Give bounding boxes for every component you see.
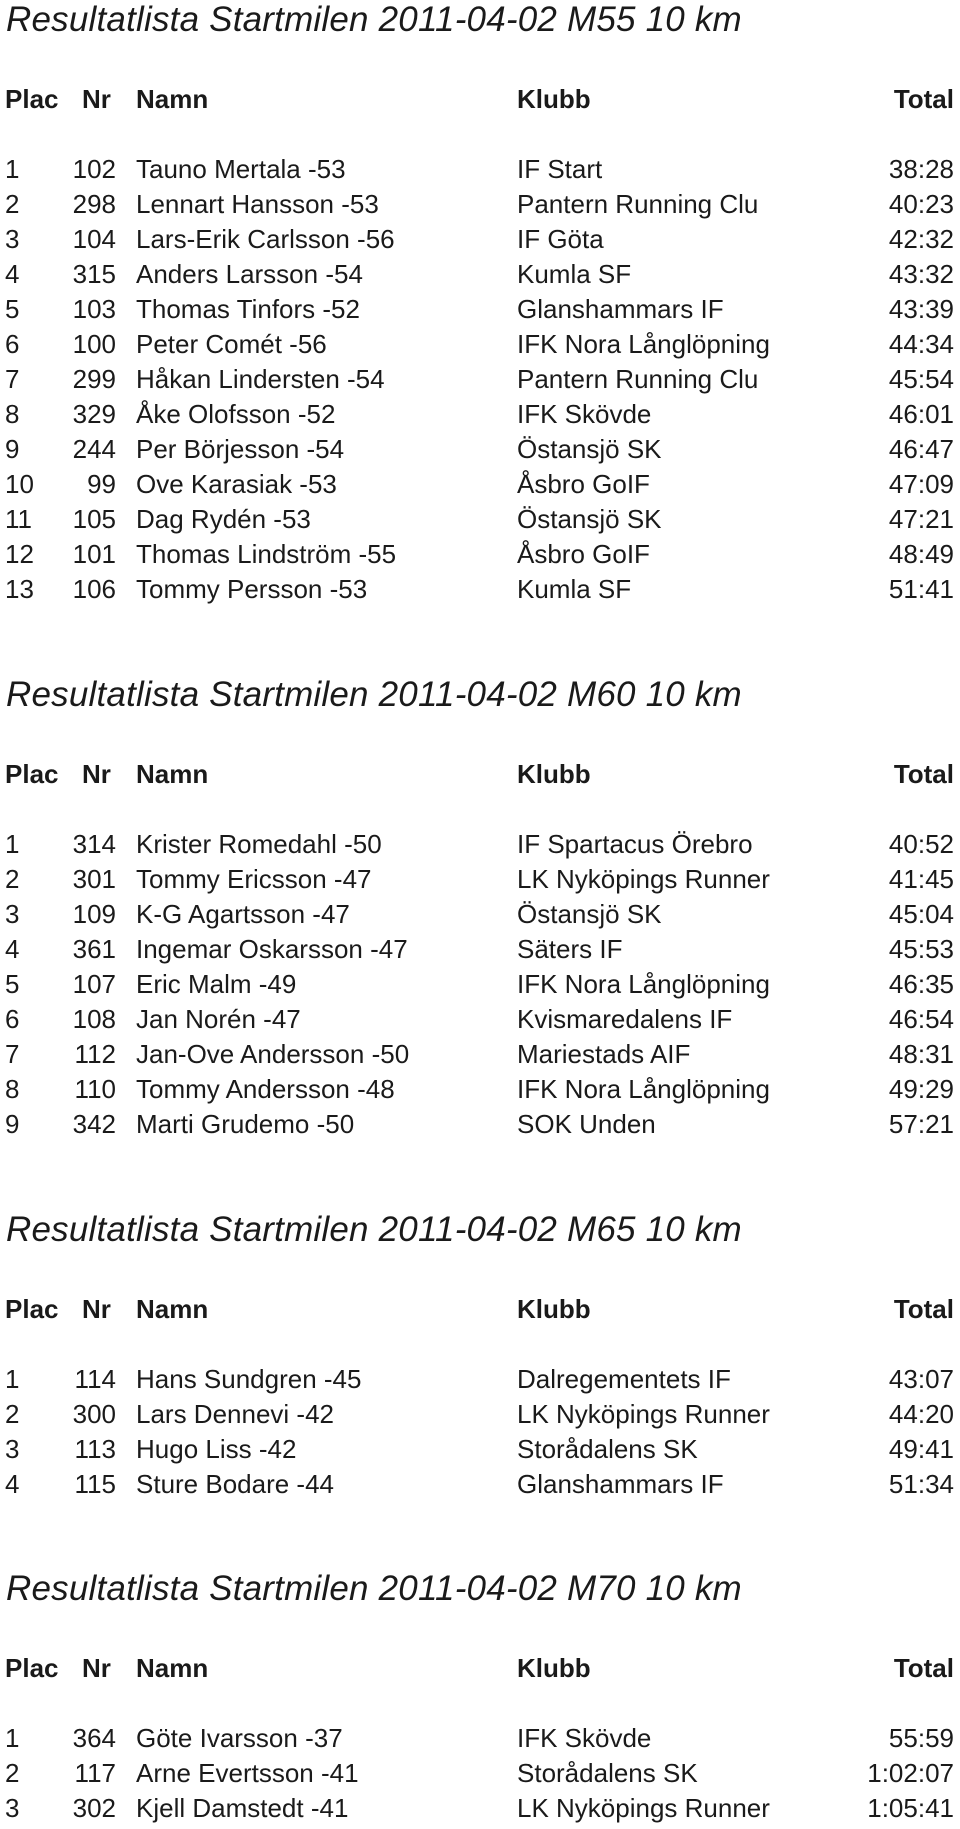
result-plac: 2 (5, 189, 20, 219)
result-row (0, 327, 960, 362)
result-nr: 342 (72, 1109, 116, 1139)
result-total: 51:41 (888, 574, 954, 604)
header-klubb: Klubb (517, 84, 591, 114)
result-total: 47:21 (888, 504, 954, 534)
result-namn: Tommy Persson -53 (136, 574, 368, 604)
result-klubb: Glanshammars IF (517, 294, 724, 324)
result-nr: 99 (87, 469, 116, 499)
result-total: 46:01 (888, 399, 954, 429)
section-title: Resultatlista Startmilen 2011-04-02 M60 10 km (6, 675, 742, 714)
result-nr: 115 (74, 1469, 116, 1499)
result-plac: 6 (5, 329, 20, 359)
result-nr: 298 (72, 189, 116, 219)
result-klubb: Kvismaredalens IF (517, 1004, 733, 1034)
result-namn: Marti Grudemo -50 (136, 1109, 355, 1139)
result-namn: Tommy Ericsson -47 (136, 864, 372, 894)
header-plac: Plac (5, 1653, 59, 1683)
result-total: 41:45 (888, 864, 954, 894)
result-nr: 315 (72, 259, 116, 289)
header-plac: Plac (5, 84, 59, 114)
result-plac: 2 (5, 864, 20, 894)
result-row (0, 292, 960, 327)
result-row (0, 502, 960, 537)
result-namn: Sture Bodare -44 (136, 1469, 335, 1499)
result-namn: K-G Agartsson -47 (136, 899, 350, 929)
result-row (0, 1362, 960, 1397)
result-nr: 114 (74, 1364, 116, 1394)
result-plac: 9 (5, 1109, 20, 1139)
result-nr: 101 (72, 539, 116, 569)
result-row (0, 1721, 960, 1756)
result-klubb: LK Nyköpings Runner (517, 1399, 770, 1429)
result-namn: Håkan Lindersten -54 (136, 364, 385, 394)
column-header-row (0, 1651, 960, 1686)
result-klubb: Dalregementets IF (517, 1364, 731, 1394)
result-plac: 5 (5, 969, 20, 999)
result-namn: Arne Evertsson -41 (136, 1758, 359, 1788)
result-nr: 102 (72, 154, 116, 184)
result-nr: 112 (74, 1039, 116, 1069)
result-row (0, 1002, 960, 1037)
result-namn: Krister Romedahl -50 (136, 829, 382, 859)
result-total: 57:21 (888, 1109, 954, 1139)
result-total: 46:54 (888, 1004, 954, 1034)
result-total: 48:49 (888, 539, 954, 569)
result-plac: 13 (5, 574, 34, 604)
result-row (0, 1756, 960, 1791)
result-nr: 244 (72, 434, 116, 464)
result-plac: 9 (5, 434, 20, 464)
result-plac: 7 (5, 1039, 20, 1069)
section-title: Resultatlista Startmilen 2011-04-02 M70 10 km (6, 1569, 742, 1608)
result-nr: 314 (72, 829, 116, 859)
result-row (0, 897, 960, 932)
header-nr: Nr (82, 1294, 111, 1324)
header-total: Total (893, 1294, 954, 1324)
result-klubb: Östansjö SK (517, 434, 662, 464)
result-total: 45:54 (888, 364, 954, 394)
result-klubb: Storådalens SK (517, 1758, 698, 1788)
result-nr: 103 (72, 294, 116, 324)
result-nr: 105 (72, 504, 116, 534)
result-total: 44:20 (888, 1399, 954, 1429)
result-nr: 299 (72, 364, 116, 394)
result-klubb: Östansjö SK (517, 899, 662, 929)
result-namn: Thomas Tinfors -52 (136, 294, 360, 324)
section-title: Resultatlista Startmilen 2011-04-02 M55 10 km (6, 0, 742, 39)
column-header-row (0, 757, 960, 792)
result-klubb: IF Spartacus Örebro (517, 829, 753, 859)
result-row (0, 222, 960, 257)
result-row (0, 1467, 960, 1502)
result-total: 40:23 (888, 189, 954, 219)
result-klubb: Östansjö SK (517, 504, 662, 534)
header-plac: Plac (5, 1294, 59, 1324)
result-total: 49:29 (888, 1074, 954, 1104)
result-nr: 364 (72, 1723, 116, 1753)
result-row (0, 467, 960, 502)
result-plac: 4 (5, 1469, 20, 1499)
header-namn: Namn (136, 1653, 209, 1683)
result-plac: 12 (5, 539, 34, 569)
header-namn: Namn (136, 84, 209, 114)
result-plac: 1 (5, 1723, 20, 1753)
header-nr: Nr (82, 1653, 111, 1683)
result-nr: 106 (72, 574, 116, 604)
result-nr: 109 (72, 899, 116, 929)
result-klubb: Glanshammars IF (517, 1469, 724, 1499)
header-klubb: Klubb (517, 759, 591, 789)
result-row (0, 537, 960, 572)
result-total: 43:39 (888, 294, 954, 324)
result-plac: 8 (5, 399, 20, 429)
result-plac: 6 (5, 1004, 20, 1034)
result-plac: 1 (5, 829, 20, 859)
result-klubb: IF Start (517, 154, 603, 184)
result-plac: 3 (5, 224, 20, 254)
result-total: 38:28 (888, 154, 954, 184)
result-nr: 108 (72, 1004, 116, 1034)
result-plac: 2 (5, 1399, 20, 1429)
result-total: 42:32 (888, 224, 954, 254)
header-total: Total (893, 1653, 954, 1683)
result-namn: Kjell Damstedt -41 (136, 1793, 349, 1823)
result-nr: 100 (72, 329, 116, 359)
result-total: 47:09 (888, 469, 954, 499)
result-plac: 7 (5, 364, 20, 394)
result-total: 1:05:41 (867, 1793, 954, 1823)
result-row (0, 362, 960, 397)
header-klubb: Klubb (517, 1294, 591, 1324)
result-row (0, 1791, 960, 1826)
result-klubb: IFK Nora Långlöpning (517, 1074, 770, 1104)
header-nr: Nr (82, 84, 111, 114)
result-namn: Anders Larsson -54 (136, 259, 363, 289)
result-klubb: LK Nyköpings Runner (517, 864, 770, 894)
result-namn: Hugo Liss -42 (136, 1434, 297, 1464)
result-klubb: Storådalens SK (517, 1434, 698, 1464)
result-klubb: Säters IF (517, 934, 623, 964)
result-nr: 302 (72, 1793, 116, 1823)
result-row (0, 862, 960, 897)
result-total: 46:47 (888, 434, 954, 464)
result-namn: Hans Sundgren -45 (136, 1364, 362, 1394)
result-row (0, 1037, 960, 1072)
result-nr: 300 (72, 1399, 116, 1429)
result-total: 51:34 (888, 1469, 954, 1499)
result-plac: 1 (5, 154, 20, 184)
result-klubb: SOK Unden (517, 1109, 656, 1139)
result-plac: 3 (5, 1793, 20, 1823)
result-klubb: IFK Nora Långlöpning (517, 969, 770, 999)
result-namn: Peter Comét -56 (136, 329, 327, 359)
result-namn: Lennart Hansson -53 (136, 189, 379, 219)
result-plac: 5 (5, 294, 20, 324)
result-row (0, 1107, 960, 1142)
result-namn: Thomas Lindström -55 (136, 539, 397, 569)
result-row (0, 187, 960, 222)
result-total: 45:04 (888, 899, 954, 929)
result-klubb: IF Göta (517, 224, 604, 254)
result-namn: Jan-Ove Andersson -50 (136, 1039, 410, 1069)
result-row (0, 432, 960, 467)
header-namn: Namn (136, 759, 209, 789)
result-row (0, 1397, 960, 1432)
result-namn: Jan Norén -47 (136, 1004, 301, 1034)
result-row (0, 152, 960, 187)
result-total: 43:07 (888, 1364, 954, 1394)
result-total: 48:31 (888, 1039, 954, 1069)
section-title: Resultatlista Startmilen 2011-04-02 M65 10 km (6, 1210, 742, 1249)
result-namn: Tauno Mertala -53 (136, 154, 346, 184)
result-klubb: Mariestads AIF (517, 1039, 691, 1069)
result-row (0, 257, 960, 292)
column-header-row (0, 82, 960, 117)
result-plac: 4 (5, 934, 20, 964)
result-row (0, 1432, 960, 1467)
result-nr: 329 (72, 399, 116, 429)
result-klubb: IFK Nora Långlöpning (517, 329, 770, 359)
result-klubb: Pantern Running Clu (517, 189, 759, 219)
result-namn: Göte Ivarsson -37 (136, 1723, 343, 1753)
result-namn: Dag Rydén -53 (136, 504, 311, 534)
result-namn: Tommy Andersson -48 (136, 1074, 395, 1104)
result-klubb: Kumla SF (517, 259, 632, 289)
result-total: 1:02:07 (867, 1758, 954, 1788)
result-plac: 3 (5, 899, 20, 929)
result-row (0, 932, 960, 967)
result-namn: Lars Dennevi -42 (136, 1399, 334, 1429)
result-nr: 110 (74, 1074, 116, 1104)
result-nr: 107 (72, 969, 116, 999)
result-plac: 11 (5, 504, 32, 534)
column-header-row (0, 1292, 960, 1327)
result-namn: Eric Malm -49 (136, 969, 297, 999)
result-klubb: Åsbro GoIF (517, 469, 650, 499)
result-namn: Ingemar Oskarsson -47 (136, 934, 408, 964)
result-row (0, 397, 960, 432)
result-nr: 117 (74, 1758, 116, 1788)
header-namn: Namn (136, 1294, 209, 1324)
result-nr: 361 (72, 934, 116, 964)
header-klubb: Klubb (517, 1653, 591, 1683)
header-total: Total (893, 759, 954, 789)
result-row (0, 572, 960, 607)
header-total: Total (893, 84, 954, 114)
result-klubb: IFK Skövde (517, 399, 652, 429)
result-klubb: Pantern Running Clu (517, 364, 759, 394)
result-klubb: LK Nyköpings Runner (517, 1793, 770, 1823)
header-nr: Nr (82, 759, 111, 789)
result-klubb: Åsbro GoIF (517, 539, 650, 569)
result-nr: 113 (74, 1434, 116, 1464)
result-plac: 1 (5, 1364, 20, 1394)
result-namn: Ove Karasiak -53 (136, 469, 337, 499)
result-klubb: IFK Skövde (517, 1723, 652, 1753)
result-namn: Per Börjesson -54 (136, 434, 345, 464)
result-row (0, 1072, 960, 1107)
result-total: 44:34 (888, 329, 954, 359)
result-klubb: Kumla SF (517, 574, 632, 604)
result-total: 43:32 (888, 259, 954, 289)
result-row (0, 827, 960, 862)
result-plac: 10 (5, 469, 34, 499)
result-plac: 4 (5, 259, 20, 289)
result-total: 45:53 (888, 934, 954, 964)
result-row (0, 967, 960, 1002)
header-plac: Plac (5, 759, 59, 789)
result-plac: 2 (5, 1758, 20, 1788)
result-total: 40:52 (888, 829, 954, 859)
result-plac: 8 (5, 1074, 20, 1104)
result-nr: 301 (72, 864, 116, 894)
result-plac: 3 (5, 1434, 20, 1464)
result-total: 46:35 (888, 969, 954, 999)
result-total: 55:59 (888, 1723, 954, 1753)
result-namn: Åke Olofsson -52 (136, 399, 336, 429)
result-total: 49:41 (888, 1434, 954, 1464)
result-nr: 104 (72, 224, 116, 254)
result-namn: Lars-Erik Carlsson -56 (136, 224, 395, 254)
